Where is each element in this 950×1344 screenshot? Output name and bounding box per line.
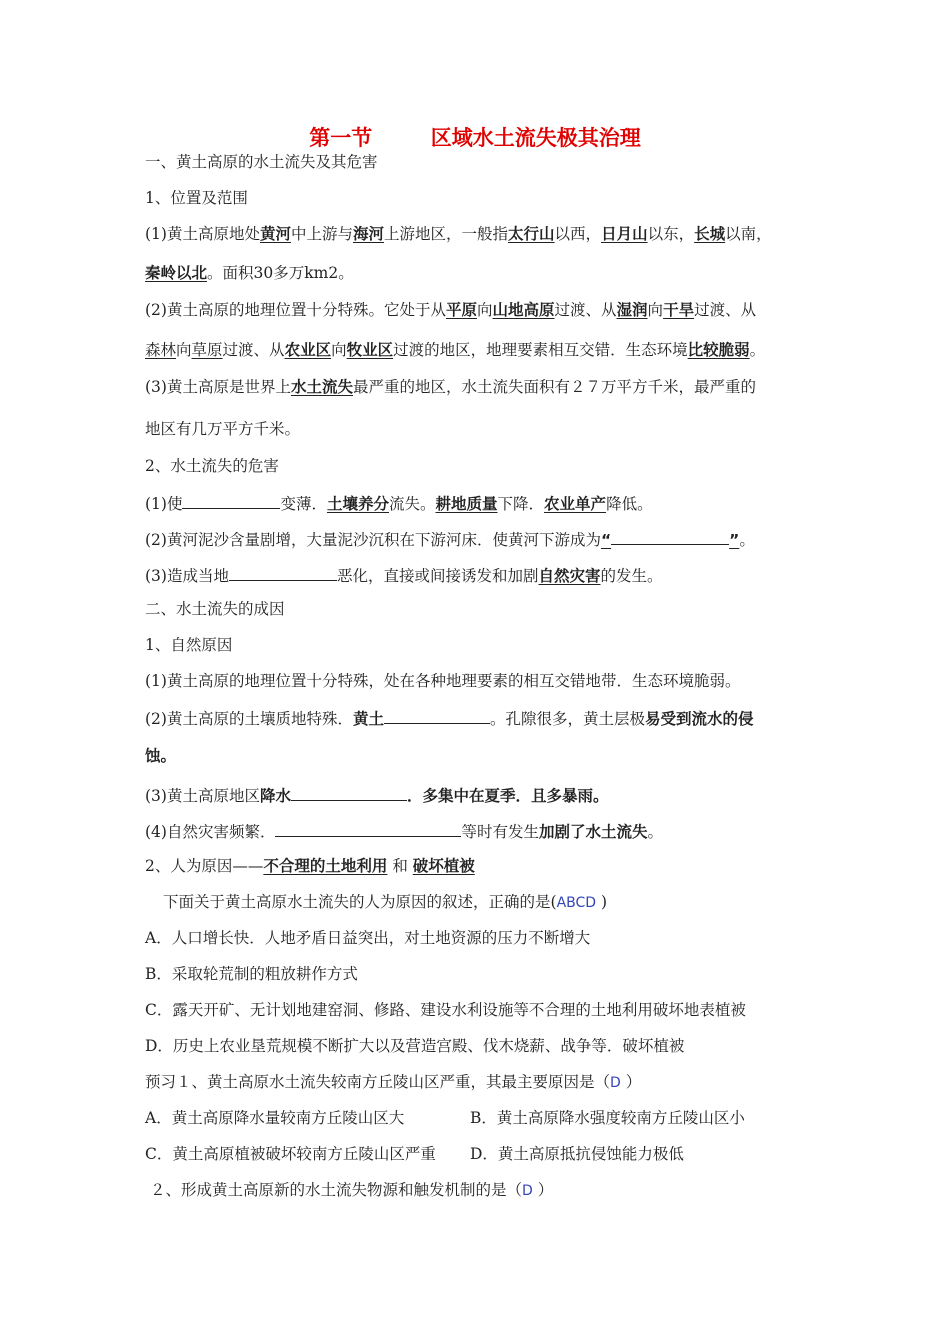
section-heading-2: 二、水土流失的成因 xyxy=(145,600,285,618)
keyword: 比较脆弱 xyxy=(687,341,750,359)
keyword: 耕地质量 xyxy=(435,495,498,513)
keyword: 牧业区 xyxy=(346,341,394,359)
keyword: 不合理的土地利用 xyxy=(263,857,388,875)
preview-question-2: ２、形成黄土高原新的水土流失物源和触发机制的是（D ） xyxy=(150,1181,554,1199)
page-title: 第一节 区域水土流失极其治理 xyxy=(309,126,641,150)
option-b: B．采取轮荒制的粗放耕作方式 xyxy=(145,965,358,983)
natural-cause-2: (2)黄土高原的土壤质地特殊．黄土 。孔隙很多，黄土层极易受到流水的侵 xyxy=(145,707,754,729)
paragraph-location-3-cont: 地区有几万平方千米。 xyxy=(145,420,301,438)
answer-blank[interactable] xyxy=(384,707,490,724)
question-stem: 下面关于黄土高原水土流失的人为原因的叙述，正确的是(ABCD ) xyxy=(163,893,608,911)
preview-question-1: 预习１、黄土高原水土流失较南方丘陵山区严重，其最主要原因是（D ） xyxy=(145,1073,642,1091)
keyword: 山地高原 xyxy=(492,301,555,319)
keyword: 森林 xyxy=(145,341,177,359)
paragraph-location-2-cont: 森林向草原过渡、从农业区向牧业区过渡的地区，地理要素相互交错．生态环境比较脆弱。 xyxy=(145,341,766,359)
subsection-harm: 2、水土流失的危害 xyxy=(145,457,279,475)
keyword: 日月山 xyxy=(601,225,648,243)
keyword: 草原 xyxy=(191,341,223,359)
preview-option-a: A．黄土高原降水量较南方丘陵山区大 xyxy=(145,1109,405,1127)
keyword: 湿润 xyxy=(616,301,648,319)
answer-text: D xyxy=(610,1075,621,1091)
preview-option-c: C．黄土高原植被破坏较南方丘陵山区严重 xyxy=(145,1145,436,1163)
keyword: 海河 xyxy=(353,225,385,243)
preview-option-b: B．黄土高原降水强度较南方丘陵山区小 xyxy=(470,1109,745,1127)
option-c: C．露天开矿、无计划地建窑洞、修路、建设水利设施等不合理的土地利用破坏地表植被 xyxy=(145,1001,746,1019)
answer-blank[interactable] xyxy=(229,564,337,581)
natural-cause-1: (1)黄土高原的地理位置十分特殊，处在各种地理要素的相互交错地带．生态环境脆弱。 xyxy=(145,672,741,690)
keyword: 水土流失 xyxy=(290,378,353,396)
paragraph-location-3: (3)黄土高原是世界上水土流失最严重的地区，水土流失面积有２７万平方千米，最严重的 xyxy=(145,378,756,396)
subsection-location: 1、位置及范围 xyxy=(145,189,248,207)
section-heading-1: 一、黄土高原的水土流失及其危害 xyxy=(145,153,378,171)
keyword: 黄河 xyxy=(259,225,291,243)
harm-item-3: (3)造成当地 恶化，直接或间接诱发和加剧自然灾害的发生。 xyxy=(145,564,663,586)
option-a: A．人口增长快．人地矛盾日益突出，对土地资源的压力不断增大 xyxy=(145,929,591,947)
answer-blank[interactable] xyxy=(275,820,461,837)
keyword: 太行山 xyxy=(508,225,555,243)
keyword: 干旱 xyxy=(663,301,695,319)
natural-cause-4: (4)自然灾害频繁． 等时有发生加剧了水土流失。 xyxy=(145,820,663,842)
keyword: 土壤养分 xyxy=(326,495,389,513)
answer-blank[interactable] xyxy=(182,492,280,509)
keyword: 平原 xyxy=(445,301,477,319)
keyword: 秦岭以北 xyxy=(145,264,208,282)
paragraph-location-1: (1)黄土高原地处黄河中上游与海河上游地区，一般指太行山以西，日月山以东，长城以南， xyxy=(145,225,772,243)
answer-blank[interactable] xyxy=(611,528,729,545)
answer-text: D xyxy=(522,1183,533,1199)
subsection-natural-causes: 1、自然原因 xyxy=(145,636,233,654)
natural-cause-3: (3)黄土高原地区降水 ．多集中在夏季．且多暴雨。 xyxy=(145,784,609,806)
option-d: D．历史上农业垦荒规模不断扩大以及营造宫殿、伐木烧薪、战争等．破坏植被 xyxy=(145,1037,685,1055)
keyword: 破坏植被 xyxy=(412,857,475,875)
keyword: 农业单产 xyxy=(544,495,607,513)
preview-option-d: D．黄土高原抵抗侵蚀能力极低 xyxy=(470,1145,684,1163)
keyword: 自然灾害 xyxy=(538,567,601,585)
paragraph-location-1-cont: 秦岭以北。面积30多万km2。 xyxy=(145,264,354,282)
subsection-human-causes: 2、人为原因——不合理的土地利用 和 破坏植被 xyxy=(145,857,475,875)
keyword: 农业区 xyxy=(284,341,332,359)
harm-item-1: (1)使 变薄．土壤养分流失。耕地质量下降．农业单产降低。 xyxy=(145,492,653,514)
natural-cause-2-cont: 蚀。 xyxy=(145,747,177,765)
keyword: 长城 xyxy=(694,225,726,243)
harm-item-2: (2)黄河泥沙含量剧增，大量泥沙沉积在下游河床．使黄河下游成为“ ”。 xyxy=(145,528,755,550)
answer-text: ABCD xyxy=(556,895,597,911)
paragraph-location-2: (2)黄土高原的地理位置十分特殊。它处于从平原向山地高原过渡、从湿润向干旱过渡、从 xyxy=(145,301,757,319)
answer-blank[interactable] xyxy=(291,784,407,801)
